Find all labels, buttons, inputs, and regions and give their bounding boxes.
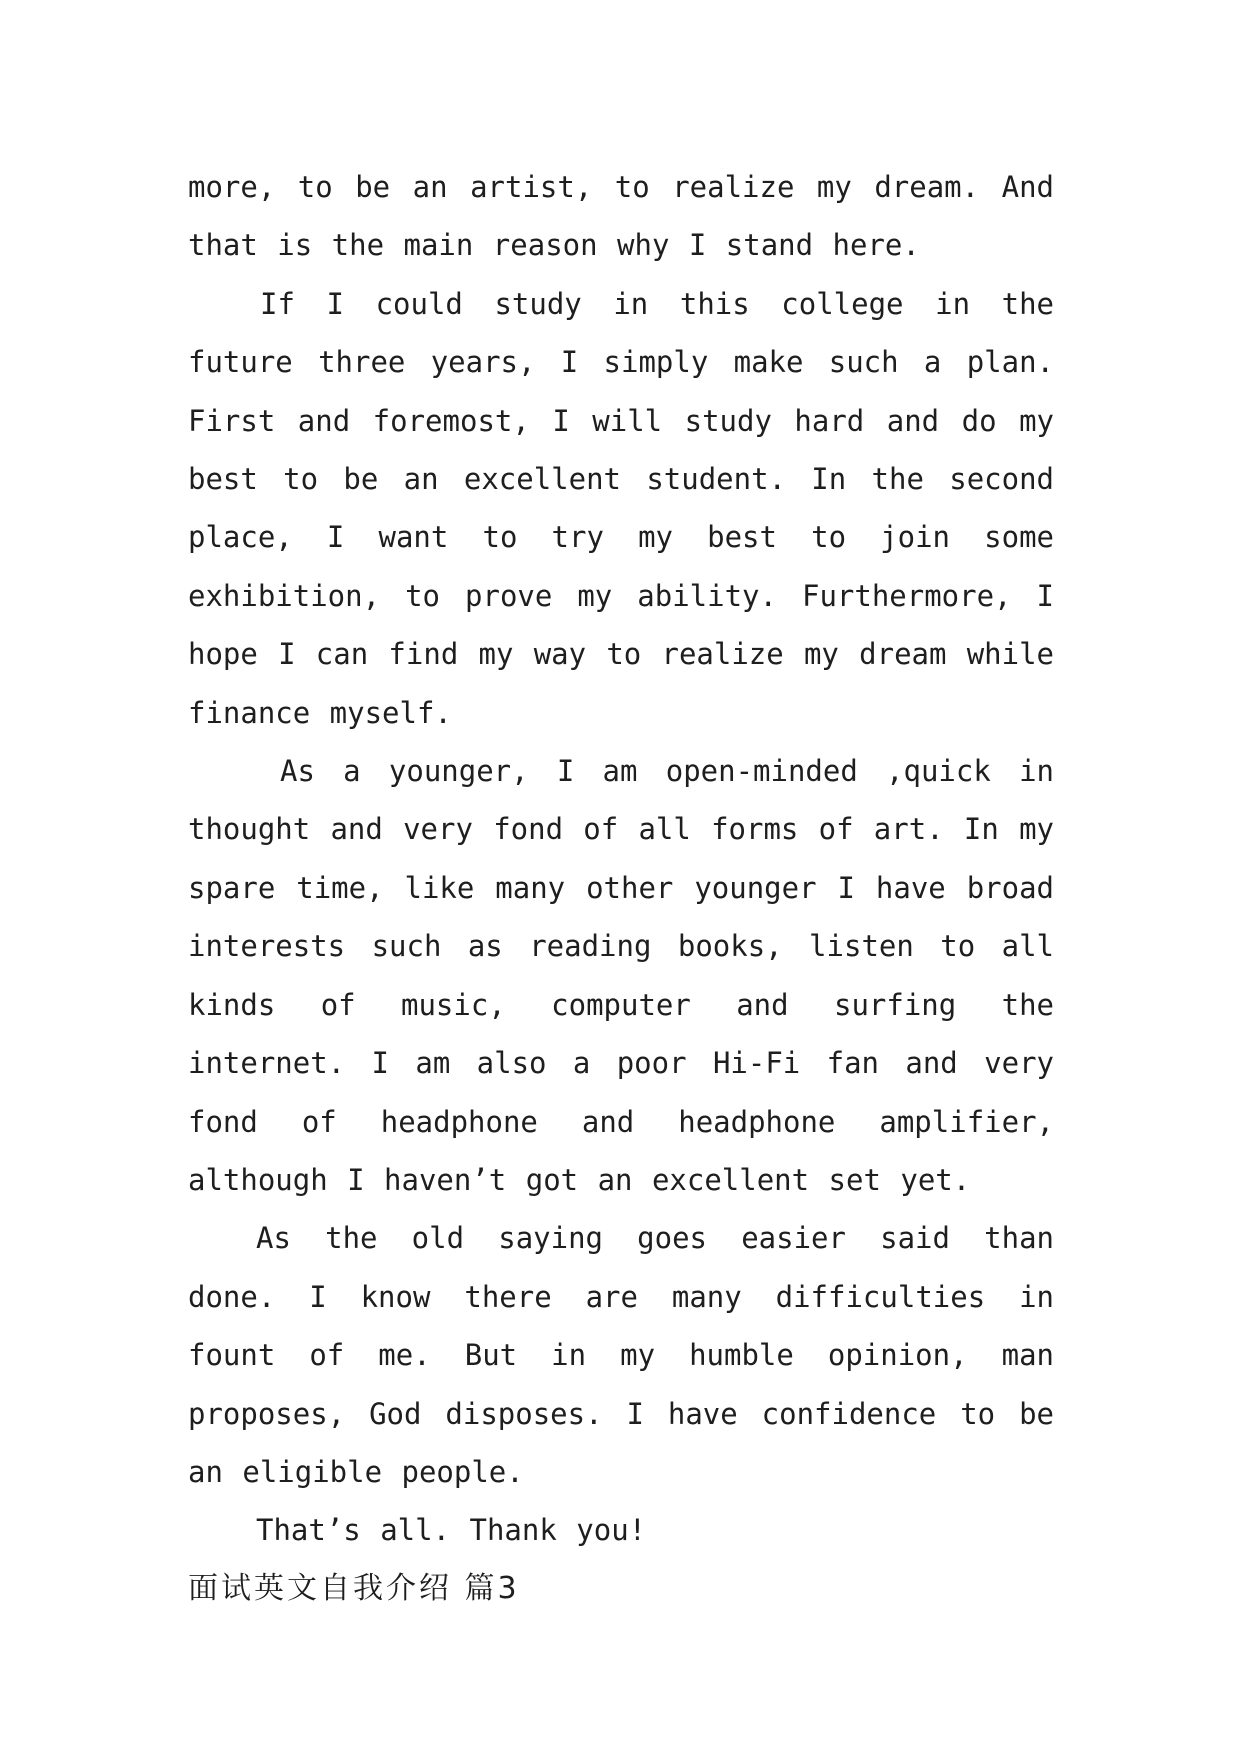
paragraph-personality: As a younger, I am open-minded ,quick in thought and very fond of all forms of art. In my spare time, like many other younger I have broad interests such as reading books, listen to all kinds of music, computer and surfing the internet. I am also a poor Hi-Fi fan and very fond of headphone and headphone amplifier, although I haven’t got an excellent set yet.	[188, 754, 1054, 1197]
paragraph-continuation: more, to be an artist, to realize my dream. And that is the main reason why I stand here.	[188, 170, 1054, 263]
section-heading: 面试英文自我介绍 篇3	[188, 1570, 520, 1606]
paragraph-closing: That’s all. Thank you!	[256, 1513, 647, 1548]
paragraph-study-plan: If I could study in this college in the future three years, I simply make such a plan. First and foremost, I will study hard and do my best to be an excellent student. In the second place, I want to try my best to join some exhibition, to prove my ability. Furthermore, I hope I can find my way to realize my dream while finance myself.	[188, 286, 1054, 730]
body-text	[188, 158, 1054, 1618]
paragraph-confidence: As the old saying goes easier said than done. I know there are many difficulties in fount of me. But in my humble opinion, man proposes, God disposes. I have confidence to be an eligible people.	[188, 1221, 1054, 1489]
